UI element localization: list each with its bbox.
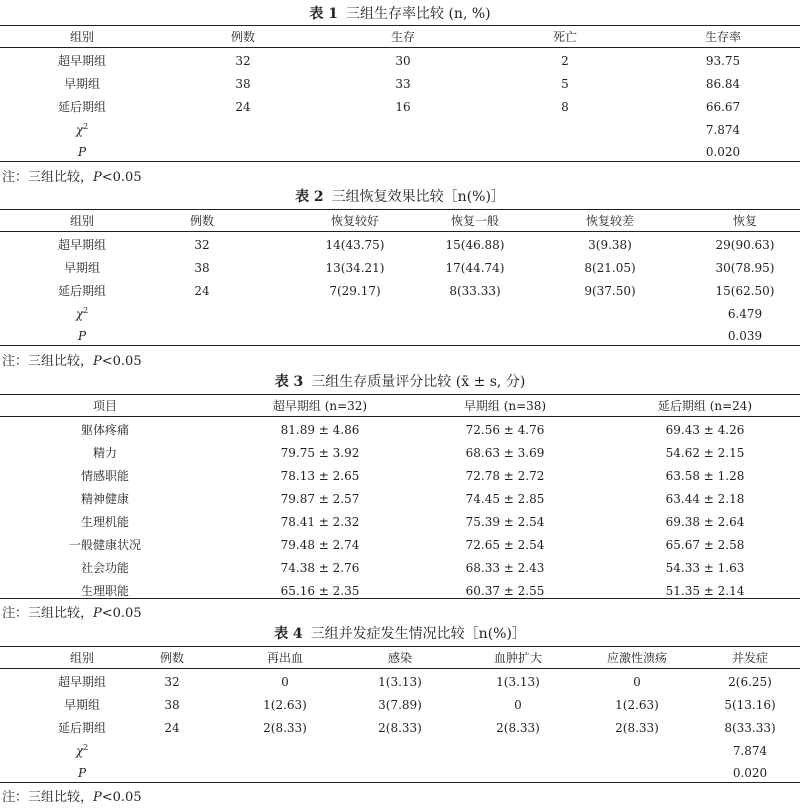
table1-cell: 66.67 (705, 100, 741, 114)
table4-cell: 3(7.89) (378, 698, 422, 712)
table3-cell: 81.89 ± 4.86 (280, 423, 360, 437)
table1-cell: 早期组 (63, 77, 100, 91)
table4-cell: 1(3.13) (378, 675, 422, 689)
table1-caption (0, 3, 800, 23)
table1-cell: 超早期组 (57, 54, 106, 68)
table4-header-cell: 并发症 (731, 651, 768, 665)
table2-cell: 24 (194, 284, 210, 298)
table2-header-cell: 恢复 (732, 214, 757, 228)
table4-cell: 1(2.63) (263, 698, 307, 712)
table4-cell: 2(8.33) (496, 721, 540, 735)
table2-note: 注：三组比较，P<0.05 (2, 354, 142, 369)
table3-note: 注：三组比较，P<0.05 (2, 606, 142, 621)
table3-cell: 情感职能 (80, 469, 129, 483)
table4-header-cell: 感染 (387, 651, 412, 665)
table3-cell: 68.33 ± 2.43 (465, 561, 545, 575)
table1-title: 三组生存率比较 (n, %) (346, 6, 491, 22)
table3-cell: 63.58 ± 1.28 (665, 469, 745, 483)
table2-cell: 8(33.33) (449, 284, 501, 298)
table4-cell: 2(8.33) (615, 721, 659, 735)
table2-cell: 3(9.38) (588, 238, 632, 252)
table2-header-cell: 例数 (189, 214, 214, 228)
table4-header-cell: 血肿扩大 (493, 651, 542, 665)
table2-header-cell: 恢复较好 (330, 214, 379, 228)
table4-cell: 24 (164, 721, 180, 735)
table4-chi-superscript: 2 (83, 743, 89, 752)
table3-cell: 72.65 ± 2.54 (465, 538, 545, 552)
table2-cell: 17(44.74) (445, 261, 505, 275)
table3-cell: 74.38 ± 2.76 (280, 561, 360, 575)
table2-cell: 15(62.50) (715, 284, 775, 298)
table1-header-cell: 生存 (390, 30, 415, 44)
table1-note: 注：三组比较，P<0.05 (2, 170, 142, 185)
table4-cell: 2(8.33) (263, 721, 307, 735)
table3-cell: 79.87 ± 2.57 (280, 492, 360, 506)
table3-cell: 生理职能 (80, 584, 129, 598)
table1-cell: 38 (235, 77, 251, 91)
table1-cell: 8 (561, 100, 569, 114)
table3-cell: 68.63 ± 3.69 (465, 446, 545, 460)
table4-header-cell: 再出血 (266, 651, 303, 665)
table3-cell: 74.45 ± 2.85 (465, 492, 545, 506)
table1-top-rule (0, 25, 800, 26)
table2-cell: 7(29.17) (329, 284, 381, 298)
table3-header-rule (0, 416, 800, 417)
table4-label: 表 4 (274, 626, 303, 642)
table4-cell: 2(8.33) (378, 721, 422, 735)
table3-cell: 69.38 ± 2.64 (665, 515, 745, 529)
table1-chi-symbol: χ (75, 123, 84, 137)
table3-cell: 65.67 ± 2.58 (665, 538, 745, 552)
table3-cell: 躯体疼痛 (80, 423, 129, 437)
table3-cell: 一般健康状况 (68, 538, 141, 552)
table3-cell: 78.41 ± 2.32 (280, 515, 360, 529)
table2-cell: 8(21.05) (584, 261, 636, 275)
table3-cell: 72.78 ± 2.72 (465, 469, 545, 483)
table2-cell: 32 (194, 238, 210, 252)
table4-header-cell: 例数 (159, 651, 184, 665)
table4-cell: 38 (164, 698, 180, 712)
table3-cell: 75.39 ± 2.54 (465, 515, 545, 529)
table2-p-value: 0.039 (727, 329, 763, 343)
table2-caption (0, 186, 800, 206)
table2-header-rule (0, 231, 800, 232)
table4-cell: 1(3.13) (496, 675, 540, 689)
table2-label: 表 2 (295, 189, 324, 205)
table2-header-cell: 组别 (69, 214, 94, 228)
table2-chi-symbol: χ (75, 307, 84, 321)
table3-top-rule (0, 394, 800, 395)
table4-cell: 0 (281, 675, 289, 689)
table4-header-cell: 应激性溃疡 (606, 651, 667, 665)
table2-cell: 9(37.50) (584, 284, 636, 298)
table4-p-label: P (77, 766, 87, 780)
table4-cell: 0 (633, 675, 641, 689)
table3-cell: 79.48 ± 2.74 (280, 538, 360, 552)
table2-header-cell: 恢复一般 (450, 214, 499, 228)
table2-title: 三组恢复效果比较［n(%)］ (331, 189, 505, 205)
table3-cell: 精力 (92, 446, 117, 460)
table3-cell: 51.35 ± 2.14 (665, 584, 745, 598)
table1-chi-superscript: 2 (83, 122, 89, 131)
table3-title: 三组生存质量评分比较 (x̄ ± s, 分) (311, 374, 526, 390)
table1-cell: 93.75 (705, 54, 741, 68)
table3-label: 表 3 (274, 374, 304, 390)
table3-caption (0, 371, 800, 391)
table3-header-cell: 超早期组 (n=32) (272, 399, 368, 413)
table1-label: 表 1 (309, 6, 339, 22)
table2-cell: 38 (194, 261, 210, 275)
table3-cell: 69.43 ± 4.26 (665, 423, 745, 437)
table2-header-cell: 恢复较差 (585, 214, 634, 228)
table4-cell: 5(13.16) (724, 698, 776, 712)
table4-chi-label (0, 741, 182, 761)
table1-cell: 16 (395, 100, 411, 114)
table4-caption (0, 623, 800, 643)
table1-cell: 5 (561, 77, 569, 91)
table3-cell: 78.13 ± 2.65 (280, 469, 360, 483)
table3-cell: 63.44 ± 2.18 (665, 492, 745, 506)
table2-p-label: P (77, 329, 87, 343)
table1-cell: 32 (235, 54, 251, 68)
table2-cell: 14(43.75) (325, 238, 385, 252)
table2-chi-value: 6.479 (727, 307, 763, 321)
table1-cell: 延后期组 (57, 100, 106, 114)
table1-p-value: 0.020 (705, 145, 741, 159)
table1-cell: 24 (235, 100, 251, 114)
table4-note: 注：三组比较，P<0.05 (2, 790, 142, 805)
table1-cell: 30 (395, 54, 411, 68)
table1-header-rule (0, 47, 800, 48)
table4-title: 三组并发症发生情况比较［n(%)］ (310, 626, 526, 642)
table3-cell: 65.16 ± 2.35 (280, 584, 360, 598)
table1-header-cell: 生存率 (704, 30, 741, 44)
table4-p-value: 0.020 (732, 766, 768, 780)
table2-top-rule (0, 209, 800, 210)
table4-cell: 2(6.25) (728, 675, 772, 689)
table3-header-cell: 早期组 (n=38) (463, 399, 547, 413)
table1-cell: 33 (395, 77, 411, 91)
table2-chi-label (0, 304, 182, 324)
table4-cell: 延后期组 (57, 721, 106, 735)
table4-cell: 超早期组 (57, 675, 106, 689)
table4-header-cell: 组别 (69, 651, 94, 665)
table3-cell: 60.37 ± 2.55 (465, 584, 545, 598)
table4-top-rule (0, 646, 800, 647)
table4-cell: 0 (514, 698, 522, 712)
table1-header-cell: 组别 (69, 30, 94, 44)
table3-cell: 社会功能 (80, 561, 129, 575)
table4-cell: 8(33.33) (724, 721, 776, 735)
table2-chi-superscript: 2 (83, 306, 89, 315)
table2-cell: 13(34.21) (325, 261, 385, 275)
table4-cell: 早期组 (63, 698, 100, 712)
table4-chi-symbol: χ (75, 744, 84, 758)
table4-header-rule (0, 668, 800, 669)
table3-cell: 54.62 ± 2.15 (665, 446, 745, 460)
table1-header-cell: 例数 (230, 30, 255, 44)
table4-cell: 32 (164, 675, 180, 689)
table2-cell: 早期组 (63, 261, 100, 275)
table2-cell: 延后期组 (57, 284, 106, 298)
table1-cell: 2 (561, 54, 569, 68)
table2-cell: 29(90.63) (715, 238, 775, 252)
table1-chi-value: 7.874 (705, 123, 741, 137)
table1-chi-label (0, 120, 182, 140)
table1-header-cell: 死亡 (552, 30, 577, 44)
table2-cell: 超早期组 (57, 238, 106, 252)
table3-header-cell: 延后期组 (n=24) (657, 399, 753, 413)
table4-cell: 1(2.63) (615, 698, 659, 712)
table3-header-cell: 项目 (92, 399, 117, 413)
table4-chi-value: 7.874 (732, 744, 768, 758)
table3-cell: 生理机能 (80, 515, 129, 529)
table3-cell: 72.56 ± 4.76 (465, 423, 545, 437)
table2-cell: 30(78.95) (715, 261, 775, 275)
table1-p-label: P (77, 145, 87, 159)
table3-cell: 79.75 ± 3.92 (280, 446, 360, 460)
table2-cell: 15(46.88) (445, 238, 505, 252)
table1-cell: 86.84 (705, 77, 741, 91)
table3-cell: 精神健康 (80, 492, 129, 506)
table3-cell: 54.33 ± 1.63 (665, 561, 745, 575)
